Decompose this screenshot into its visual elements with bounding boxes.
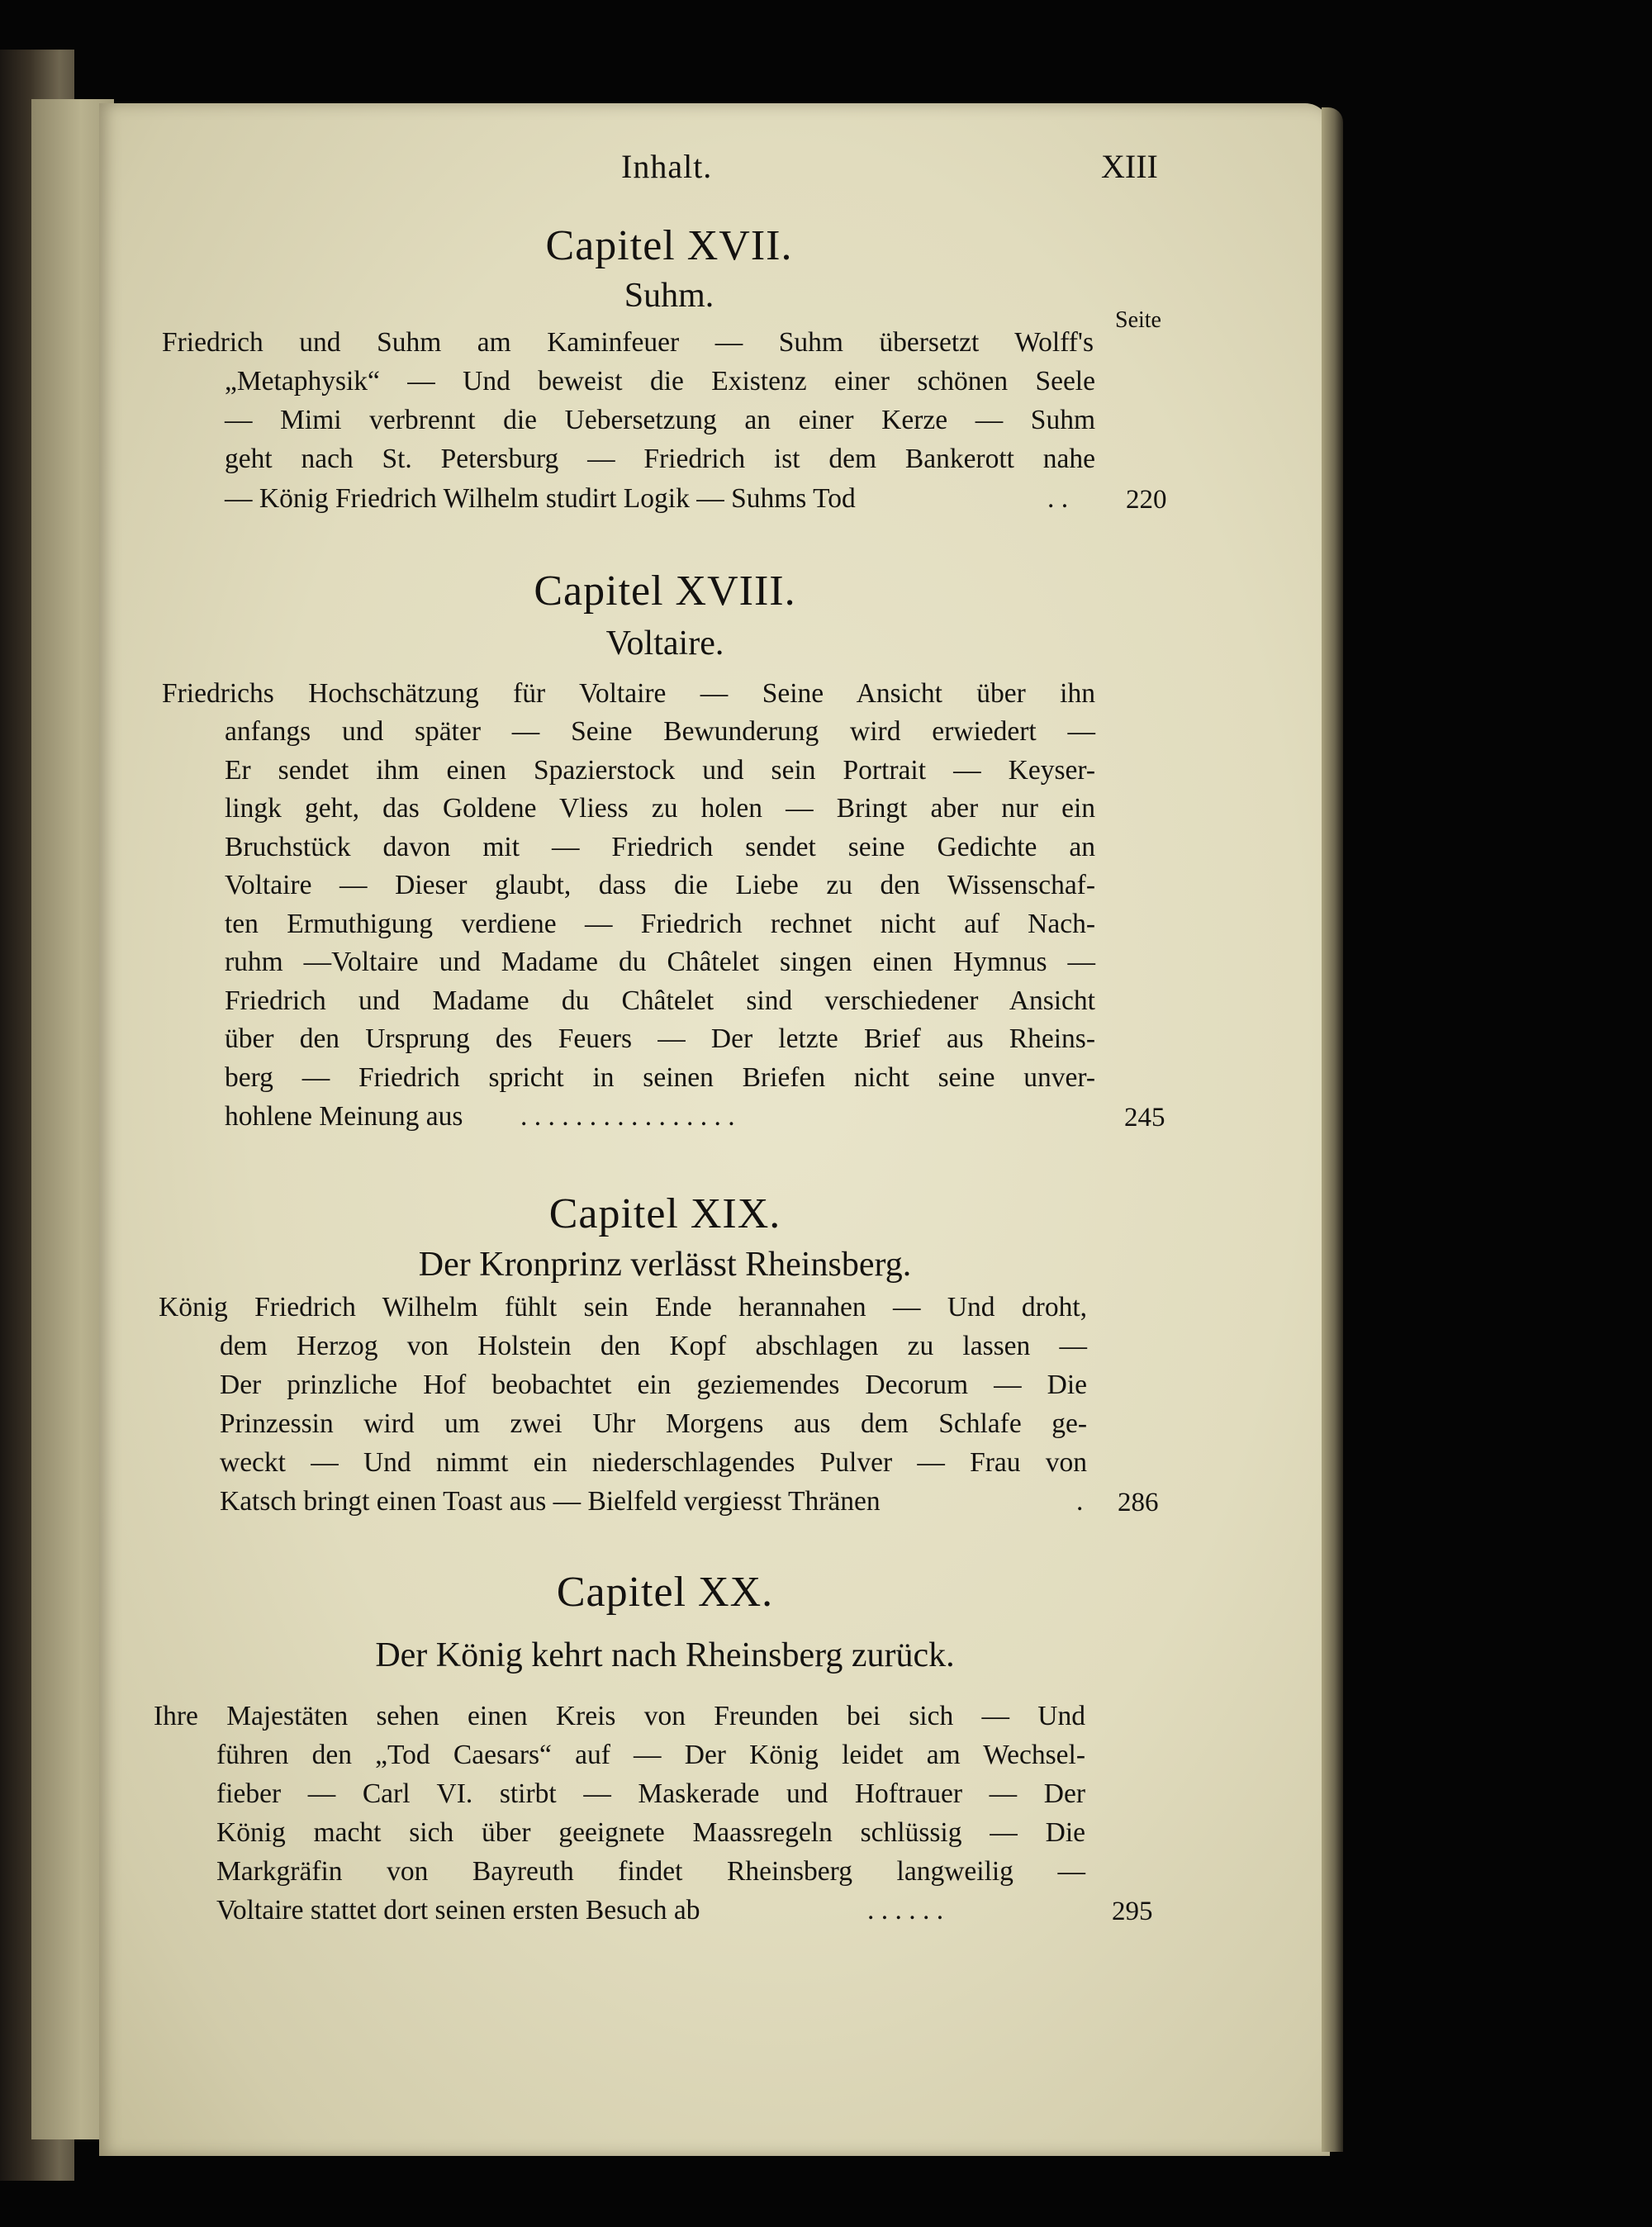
toc-line: Er sendet ihm einen Spazierstock und sein Portrait — Keyser- — [225, 755, 1095, 786]
toc-line: Katsch bringt einen Toast aus — Bielfeld vergiesst Thränen — [220, 1486, 881, 1517]
toc-line: geht nach St. Petersburg — Friedrich ist dem Bankerott nahe — [225, 444, 1095, 474]
chapter-subtitle: Der Kronprinz verlässt Rheinsberg. — [418, 1246, 912, 1284]
toc-line: Bruchstück davon mit — Friedrich sendet seine Gedichte an — [225, 832, 1095, 862]
toc-line: führen den „Tod Caesars“ auf — Der König leidet am Wechsel- — [216, 1740, 1085, 1770]
toc-line: Prinzessin wird um zwei Uhr Morgens aus dem Schlafe ge- — [220, 1408, 1087, 1439]
page-edge-shadow — [1322, 107, 1343, 2152]
chapter-title: Capitel XX. — [556, 1569, 774, 1616]
toc-line: lingk geht, das Goldene Vliess zu holen — Bringt aber nur ein — [225, 793, 1095, 824]
chapter-subtitle: Der König kehrt nach Rheinsberg zurück. — [375, 1636, 955, 1674]
toc-leader-dots: . . — [1047, 483, 1069, 514]
toc-line: — Mimi verbrennt die Uebersetzung an einer Kerze — Suhm — [225, 405, 1095, 435]
toc-leader-dots: . — [1076, 1486, 1084, 1517]
toc-line: Der prinzliche Hof beobachtet ein geziemendes Decorum — Die — [220, 1370, 1087, 1400]
toc-leader-dots: . . . . . . . . . . . . . . . . — [520, 1101, 735, 1132]
chapter-subtitle: Voltaire. — [605, 624, 724, 662]
toc-line: berg — Friedrich spricht in seinen Briefen nicht seine unver- — [225, 1062, 1095, 1093]
toc-page-number: 295 — [1112, 1897, 1153, 1926]
toc-line: Markgräfin von Bayreuth findet Rheinsberg langweilig — — [216, 1856, 1085, 1887]
running-header-page-number: XIII — [1101, 148, 1158, 185]
toc-line: Ihre Majestäten sehen einen Kreis von Freunden bei sich — Und — [154, 1701, 1085, 1731]
chapter-title: Capitel XVII. — [545, 222, 793, 269]
toc-page-number: 245 — [1124, 1103, 1165, 1132]
chapter-title: Capitel XIX. — [548, 1190, 781, 1237]
toc-line: — König Friedrich Wilhelm studirt Logik — Suhms Tod — [225, 483, 856, 514]
toc-line: Voltaire — Dieser glaubt, dass die Liebe zu den Wissenschaf- — [225, 870, 1095, 900]
toc-page-number: 220 — [1126, 485, 1167, 515]
toc-line: Voltaire stattet dort seinen ersten Besuch ab — [216, 1895, 700, 1925]
toc-line: ruhm —Voltaire und Madame du Châtelet singen einen Hymnus — — [225, 947, 1095, 977]
toc-line: Friedrich und Suhm am Kaminfeuer — Suhm übersetzt Wolff's — [162, 327, 1094, 358]
chapter-subtitle: Suhm. — [624, 277, 714, 315]
toc-leader-dots: . . . . . . — [867, 1895, 944, 1925]
toc-line: hohlene Meinung aus — [225, 1101, 463, 1132]
toc-line: weckt — Und nimmt ein niederschlagendes Pulver — Frau von — [220, 1447, 1087, 1478]
toc-page-number: 286 — [1118, 1488, 1159, 1517]
toc-line: „Metaphysik“ — Und beweist die Existenz einer schönen Seele — [225, 366, 1095, 396]
chapter-title: Capitel XVIII. — [534, 567, 796, 615]
toc-line: König Friedrich Wilhelm fühlt sein Ende herannahen — Und droht, — [159, 1292, 1087, 1322]
toc-line: Friedrich und Madame du Châtelet sind verschiedener Ansicht — [225, 985, 1095, 1016]
seite-label: Seite — [1115, 307, 1161, 333]
toc-line: fieber — Carl VI. stirbt — Maskerade und Hoftrauer — Der — [216, 1778, 1085, 1809]
toc-line: über den Ursprung des Feuers — Der letzte Brief aus Rheins- — [225, 1023, 1095, 1054]
toc-line: König macht sich über geeignete Maassregeln schlüssig — Die — [216, 1817, 1085, 1848]
toc-line: ten Ermuthigung verdiene — Friedrich rechnet nicht auf Nach- — [225, 909, 1095, 939]
toc-line: Friedrichs Hochschätzung für Voltaire — Seine Ansicht über ihn — [162, 678, 1095, 709]
running-header-title: Inhalt. — [621, 148, 713, 185]
toc-line: dem Herzog von Holstein den Kopf abschlagen zu lassen — — [220, 1331, 1087, 1361]
toc-line: anfangs und später — Seine Bewunderung wird erwiedert — — [225, 716, 1095, 747]
